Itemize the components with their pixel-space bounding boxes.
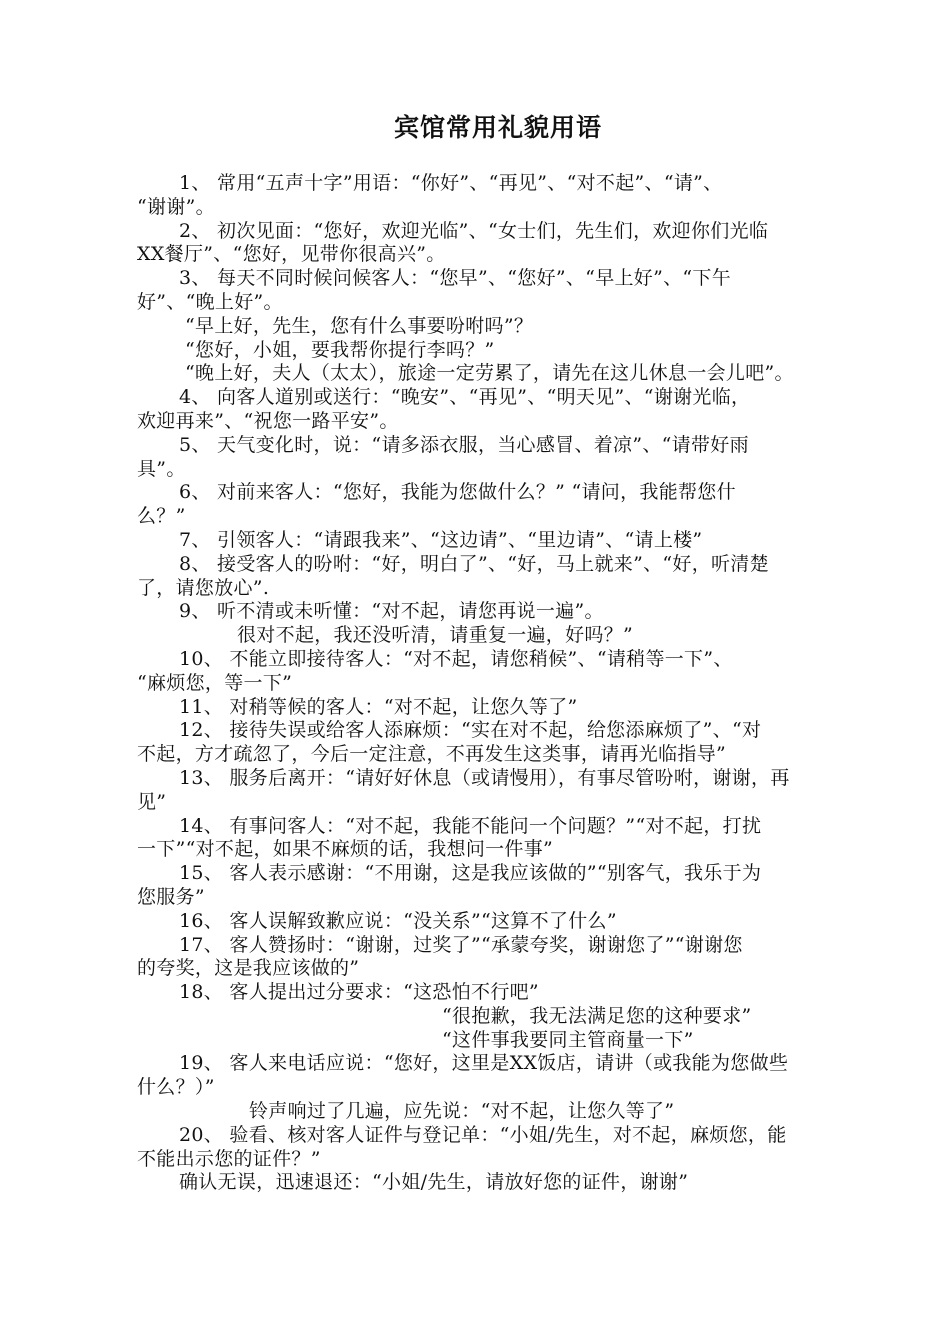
text-line: 5、 天气变化时，说：“请多添衣服，当心感冒、着凉”、“请带好雨: [179, 433, 749, 456]
text-line: 的夸奖，这是我应该做的”: [137, 957, 360, 980]
text-line: 具”。: [137, 457, 186, 480]
text-line: 1、 常用“五声十字”用语：“你好”、“再见”、“对不起”、“请”、: [179, 172, 723, 194]
text-line: “谢谢”。: [137, 195, 215, 218]
document-body: [137, 172, 875, 1195]
text-line: 2、 初次见面：“您好，欢迎光临”、“女士们，先生们，欢迎你们光临: [179, 219, 769, 242]
text-line: 4、 向客人道别或送行：“晚安”、“再见”、“明天见”、“谢谢光临，: [179, 386, 751, 409]
text-line: 20、 验看、核对客人证件与登记单：“小姐/先生，对不起，麻烦您，能: [179, 1123, 787, 1146]
text-line: 15、 客人表示感谢：“不用谢，这是我应该做的”“别客气，我乐于为: [179, 862, 762, 885]
text-line: 不能出示您的证件？”: [137, 1147, 321, 1170]
text-line: 6、 对前来客人：“您好，我能为您做什么？” “请问，我能帮您什: [179, 481, 736, 504]
text-line: “麻烦您，等一下”: [137, 671, 293, 694]
text-line: “很抱歉，我无法满足您的这种要求”: [442, 1004, 752, 1027]
text-line: 么？”: [137, 505, 186, 528]
text-line: 了，请您放心”.: [137, 576, 270, 599]
text-line: 12、 接待失误或给客人添麻烦：“实在对不起，给您添麻烦了”、“对: [179, 719, 762, 742]
text-line: 见”: [137, 790, 167, 813]
text-line: “早上好，先生，您有什么事要吩咐吗”？: [185, 314, 534, 337]
text-line: “您好，小姐，要我帮你提行李吗？”: [185, 338, 495, 361]
text-line: 什么？）”: [137, 1076, 215, 1099]
text-line: 一下”“对不起，如果不麻烦的话，我想问一件事”: [137, 838, 554, 861]
text-line: 13、 服务后离开：“请好好休息（或请慢用），有事尽管吩咐，谢谢，再: [179, 766, 790, 789]
text-line: 您服务”: [137, 885, 205, 908]
text-line: 3、 每天不同时候问候客人：“您早”、“您好”、“早上好”、“下午: [179, 267, 732, 290]
text-line: 欢迎再来”、“祝您一路平安”。: [137, 409, 399, 432]
text-line: 7、 引领客人：“请跟我来”、“这边请”、“里边请”、“请上楼”: [179, 528, 703, 551]
text-line: 17、 客人赞扬时：“谢谢，过奖了”“承蒙夸奖，谢谢您了”“谢谢您: [179, 933, 743, 956]
text-line: 14、 有事问客人：“对不起，我能不能问一个问题？”“对不起，打扰: [179, 814, 762, 837]
text-line: 8、 接受客人的吩咐：“好，明白了”、“好，马上就来”、“好，听清楚: [179, 552, 769, 575]
document-title: 宾馆常用礼貌用语: [393, 113, 602, 142]
text-line: 10、 不能立即接待客人：“对不起，请您稍候”、“请稍等一下”、: [179, 647, 733, 670]
text-line: 11、 对稍等候的客人：“对不起，让您久等了”: [179, 695, 578, 718]
text-line: 16、 客人误解致歉应说：“没关系”“这算不了什么”: [179, 909, 617, 932]
text-line: 铃声响过了几遍，应先说：“对不起，让您久等了”: [249, 1100, 675, 1123]
text-line: “这件事我要同主管商量一下”: [442, 1028, 694, 1051]
text-line: XX餐厅”、“您好，见带你很高兴”。: [137, 243, 446, 266]
text-line: 9、 听不清或未听懂：“对不起，请您再说一遍”。: [179, 600, 604, 623]
text-line: 好”、“晚上好”。: [137, 290, 283, 313]
text-line: 很对不起，我还没听清，请重复一遍，好吗？”: [237, 624, 634, 647]
text-line: 确认无误，迅速退还：“小姐/先生，请放好您的证件，谢谢”: [179, 1171, 689, 1194]
text-line: 19、 客人来电话应说：“您好，这里是XX饭店，请讲（或我能为您做些: [179, 1052, 789, 1075]
text-line: 不起，方才疏忽了，今后一定注意，不再发生这类事，请再光临指导”: [137, 743, 727, 766]
text-line: 18、 客人提出过分要求：“这恐怕不行吧”: [179, 981, 539, 1004]
text-line: “晚上好，夫人（太太），旅途一定劳累了，请先在这儿休息一会儿吧”。: [185, 362, 794, 385]
